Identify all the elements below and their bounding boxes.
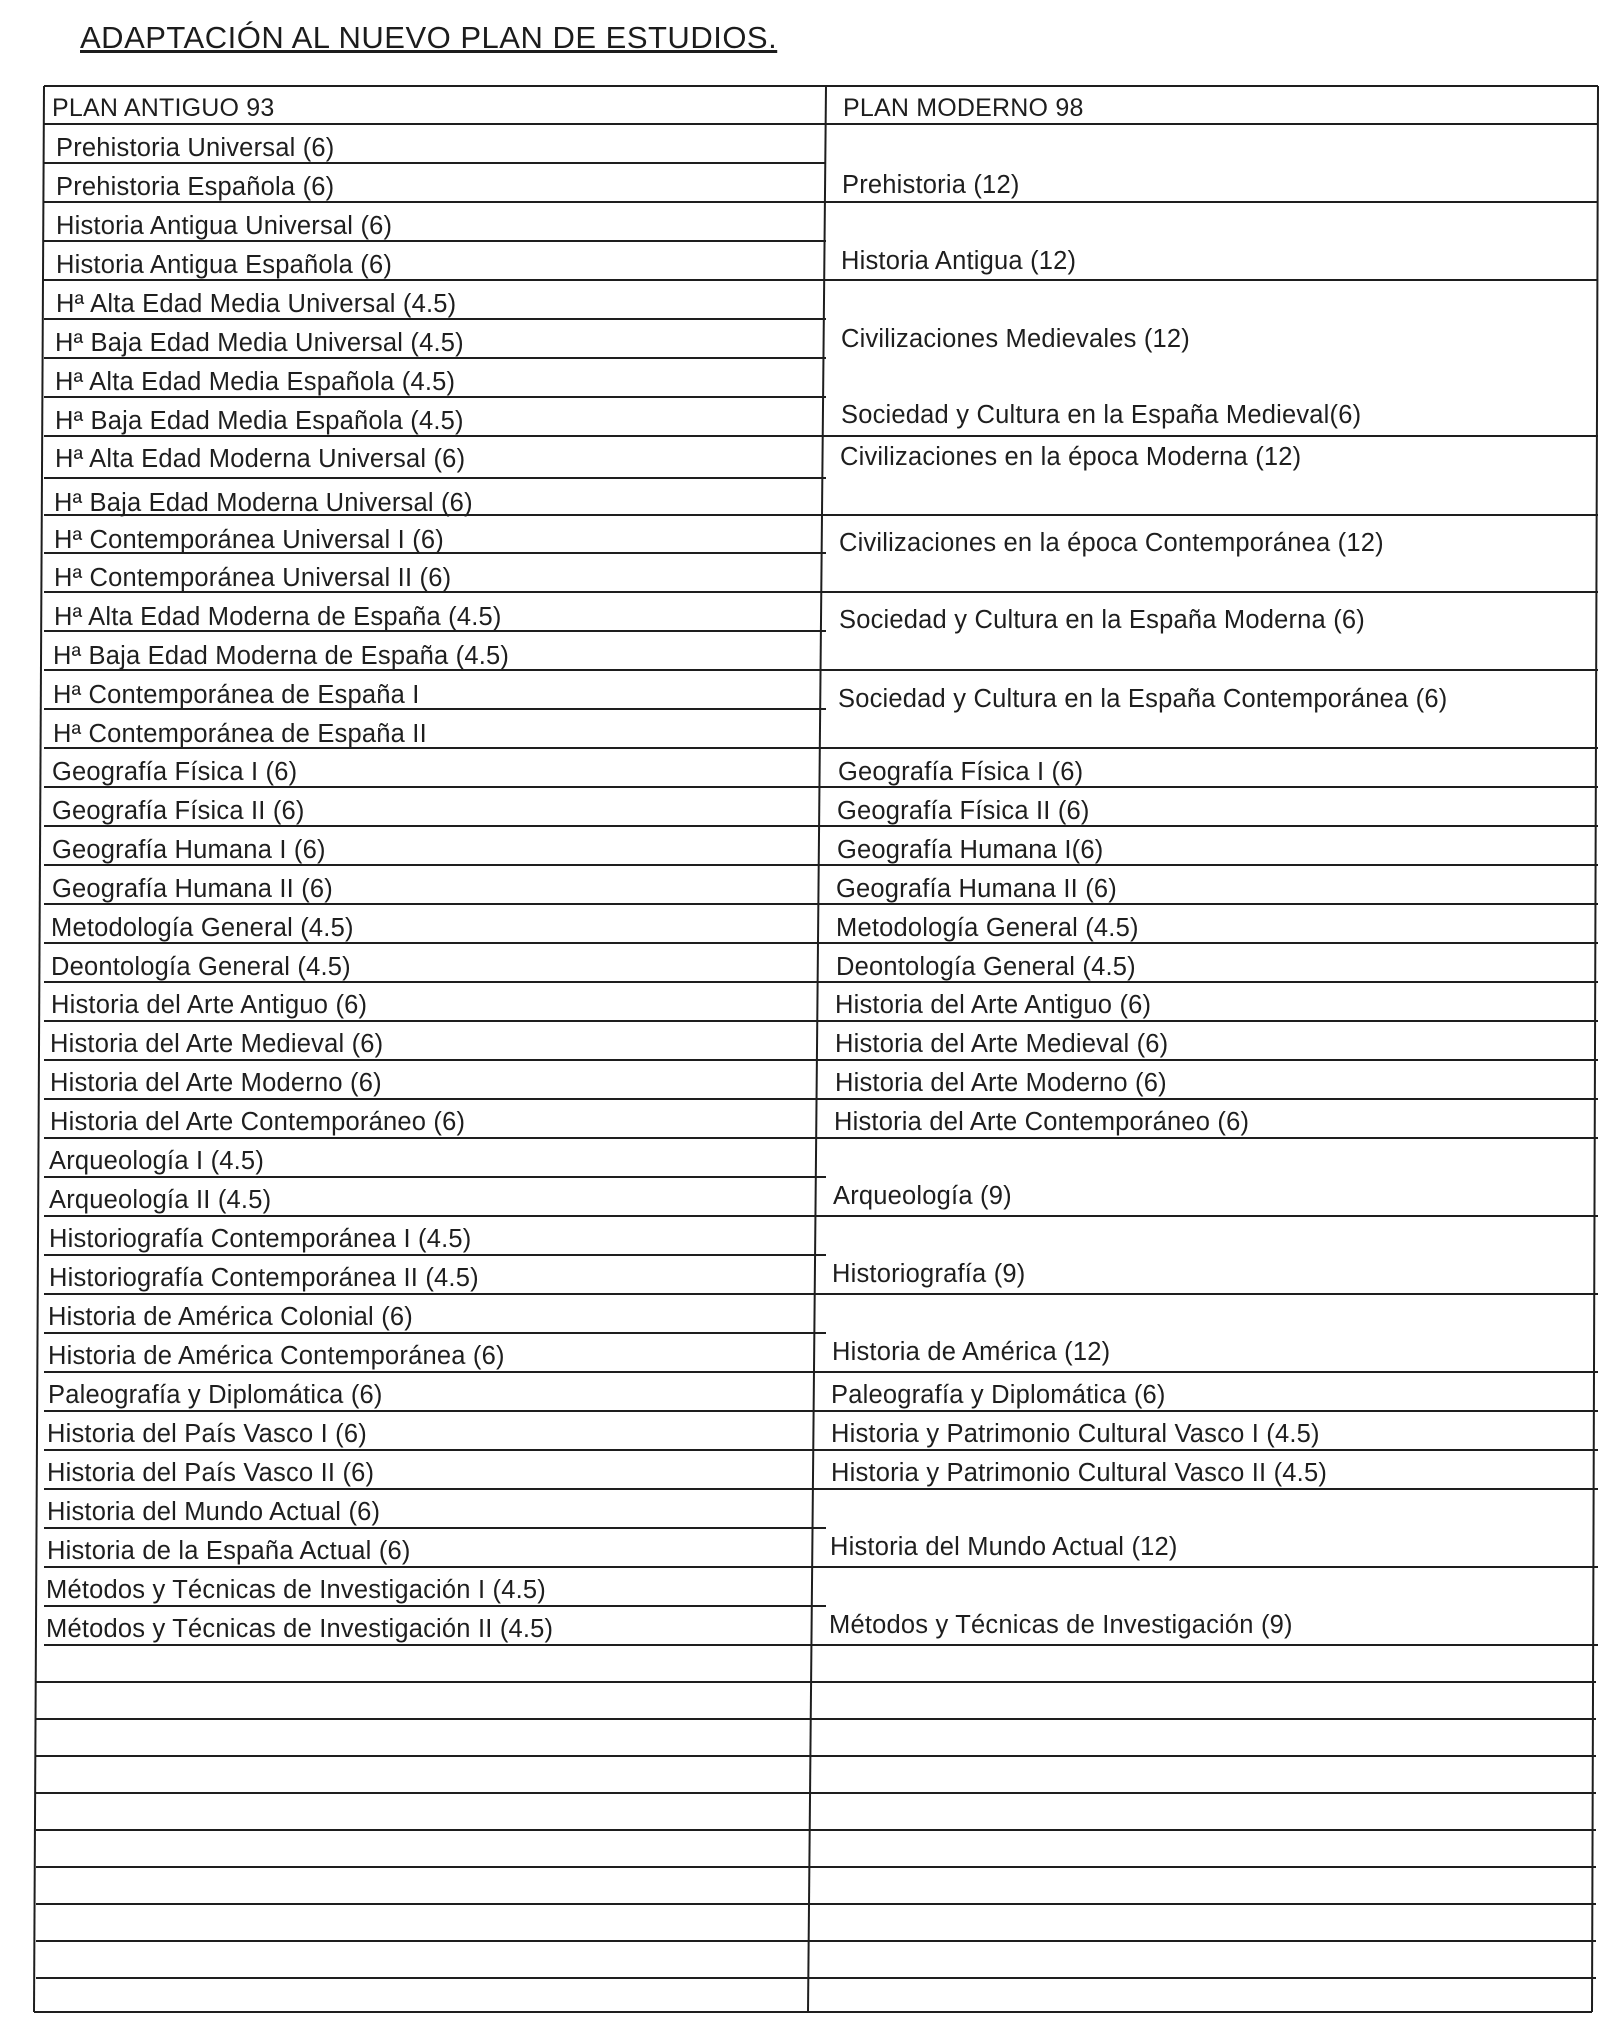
old-course: Geografía Humana I (6) [52, 836, 326, 864]
new-course: Historia y Patrimonio Cultural Vasco II (4.5) [831, 1459, 1328, 1487]
old-course: Historia Antigua Española (6) [56, 251, 393, 279]
new-course: Historia del Arte Medieval (6) [835, 1030, 1169, 1058]
new-course: Geografía Física I (6) [838, 758, 1084, 786]
old-course: Geografía Física II (6) [52, 797, 305, 825]
new-course: Arqueología (9) [833, 1182, 1012, 1210]
new-course: Civilizaciones Medievales (12) [841, 325, 1190, 353]
old-course: Hª Contemporánea Universal II (6) [54, 564, 452, 592]
new-course: Civilizaciones en la época Moderna (12) [840, 443, 1302, 471]
old-course: Métodos y Técnicas de Investigación II (4.5) [46, 1615, 554, 1643]
old-course: Historia del Arte Moderno (6) [50, 1069, 382, 1097]
old-course: Hª Contemporánea de España II [53, 720, 427, 748]
old-course: Historia de la España Actual (6) [47, 1537, 411, 1565]
new-course: Historia del Arte Contemporáneo (6) [834, 1108, 1250, 1136]
new-course: Sociedad y Cultura en la España Moderna (6) [839, 606, 1365, 634]
new-course: Geografía Física II (6) [837, 797, 1090, 825]
new-course: Historia del Arte Moderno (6) [835, 1069, 1167, 1097]
page-title: ADAPTACIÓN AL NUEVO PLAN DE ESTUDIOS. [80, 20, 778, 55]
old-course: Geografía Humana II (6) [52, 875, 333, 903]
old-course: Historiografía Contemporánea I (4.5) [49, 1225, 472, 1253]
old-course: Historia de América Colonial (6) [48, 1303, 413, 1331]
old-course: Arqueología II (4.5) [49, 1186, 272, 1214]
new-course: Historia del Mundo Actual (12) [830, 1533, 1178, 1561]
old-course: Arqueología I (4.5) [49, 1147, 265, 1175]
new-course: Deontología General (4.5) [836, 953, 1136, 981]
old-course: Historiografía Contemporánea II (4.5) [49, 1264, 479, 1292]
header-new-plan: PLAN MODERNO 98 [843, 94, 1084, 122]
new-course: Métodos y Técnicas de Investigación (9) [829, 1611, 1293, 1639]
new-course: Sociedad y Cultura en la España Contemporánea (6) [838, 685, 1448, 713]
old-course: Deontología General (4.5) [51, 953, 351, 981]
new-course: Metodología General (4.5) [836, 914, 1139, 942]
old-course: Paleografía y Diplomática (6) [48, 1381, 383, 1409]
new-course: Geografía Humana II (6) [836, 875, 1117, 903]
new-course: Historia de América (12) [832, 1338, 1111, 1366]
new-course: Prehistoria (12) [842, 171, 1020, 199]
old-course: Hª Baja Edad Moderna Universal (6) [54, 489, 473, 517]
old-course: Hª Baja Edad Media Española (4.5) [55, 407, 464, 435]
old-course: Hª Alta Edad Moderna de España (4.5) [54, 603, 502, 631]
old-course: Geografía Física I (6) [52, 758, 298, 786]
new-course: Historia del Arte Antiguo (6) [835, 991, 1152, 1019]
old-course: Métodos y Técnicas de Investigación I (4.5) [46, 1576, 546, 1604]
new-course: Historia y Patrimonio Cultural Vasco I (4.5) [831, 1420, 1320, 1448]
new-course: Sociedad y Cultura en la España Medieval(6) [841, 401, 1362, 429]
old-course: Historia del Arte Medieval (6) [50, 1030, 384, 1058]
header-old-plan: PLAN ANTIGUO 93 [52, 94, 275, 122]
old-course: Hª Contemporánea de España I [53, 681, 420, 709]
old-course: Prehistoria Española (6) [56, 173, 335, 201]
old-course: Historia del Mundo Actual (6) [47, 1498, 381, 1526]
new-course: Civilizaciones en la época Contemporánea (12) [839, 529, 1384, 557]
old-course: Historia del Arte Antiguo (6) [51, 991, 368, 1019]
old-course: Hª Baja Edad Moderna de España (4.5) [53, 642, 510, 670]
old-course: Metodología General (4.5) [51, 914, 354, 942]
old-course: Hª Alta Edad Media Universal (4.5) [56, 290, 457, 318]
old-course: Historia de América Contemporánea (6) [48, 1342, 505, 1370]
old-course: Hª Alta Edad Media Española (4.5) [55, 368, 456, 396]
new-course: Historiografía (9) [832, 1260, 1026, 1288]
old-course: Hª Alta Edad Moderna Universal (6) [55, 445, 466, 473]
old-course: Historia del Arte Contemporáneo (6) [50, 1108, 466, 1136]
new-course: Historia Antigua (12) [841, 247, 1077, 275]
old-course: Historia del País Vasco II (6) [47, 1459, 375, 1487]
old-course: Hª Baja Edad Media Universal (4.5) [55, 329, 464, 357]
new-course: Paleografía y Diplomática (6) [831, 1381, 1166, 1409]
old-course: Prehistoria Universal (6) [56, 134, 335, 162]
old-course: Hª Contemporánea Universal I (6) [54, 526, 444, 554]
old-course: Historia Antigua Universal (6) [56, 212, 393, 240]
old-course: Historia del País Vasco I (6) [47, 1420, 367, 1448]
new-course: Geografía Humana I(6) [837, 836, 1104, 864]
